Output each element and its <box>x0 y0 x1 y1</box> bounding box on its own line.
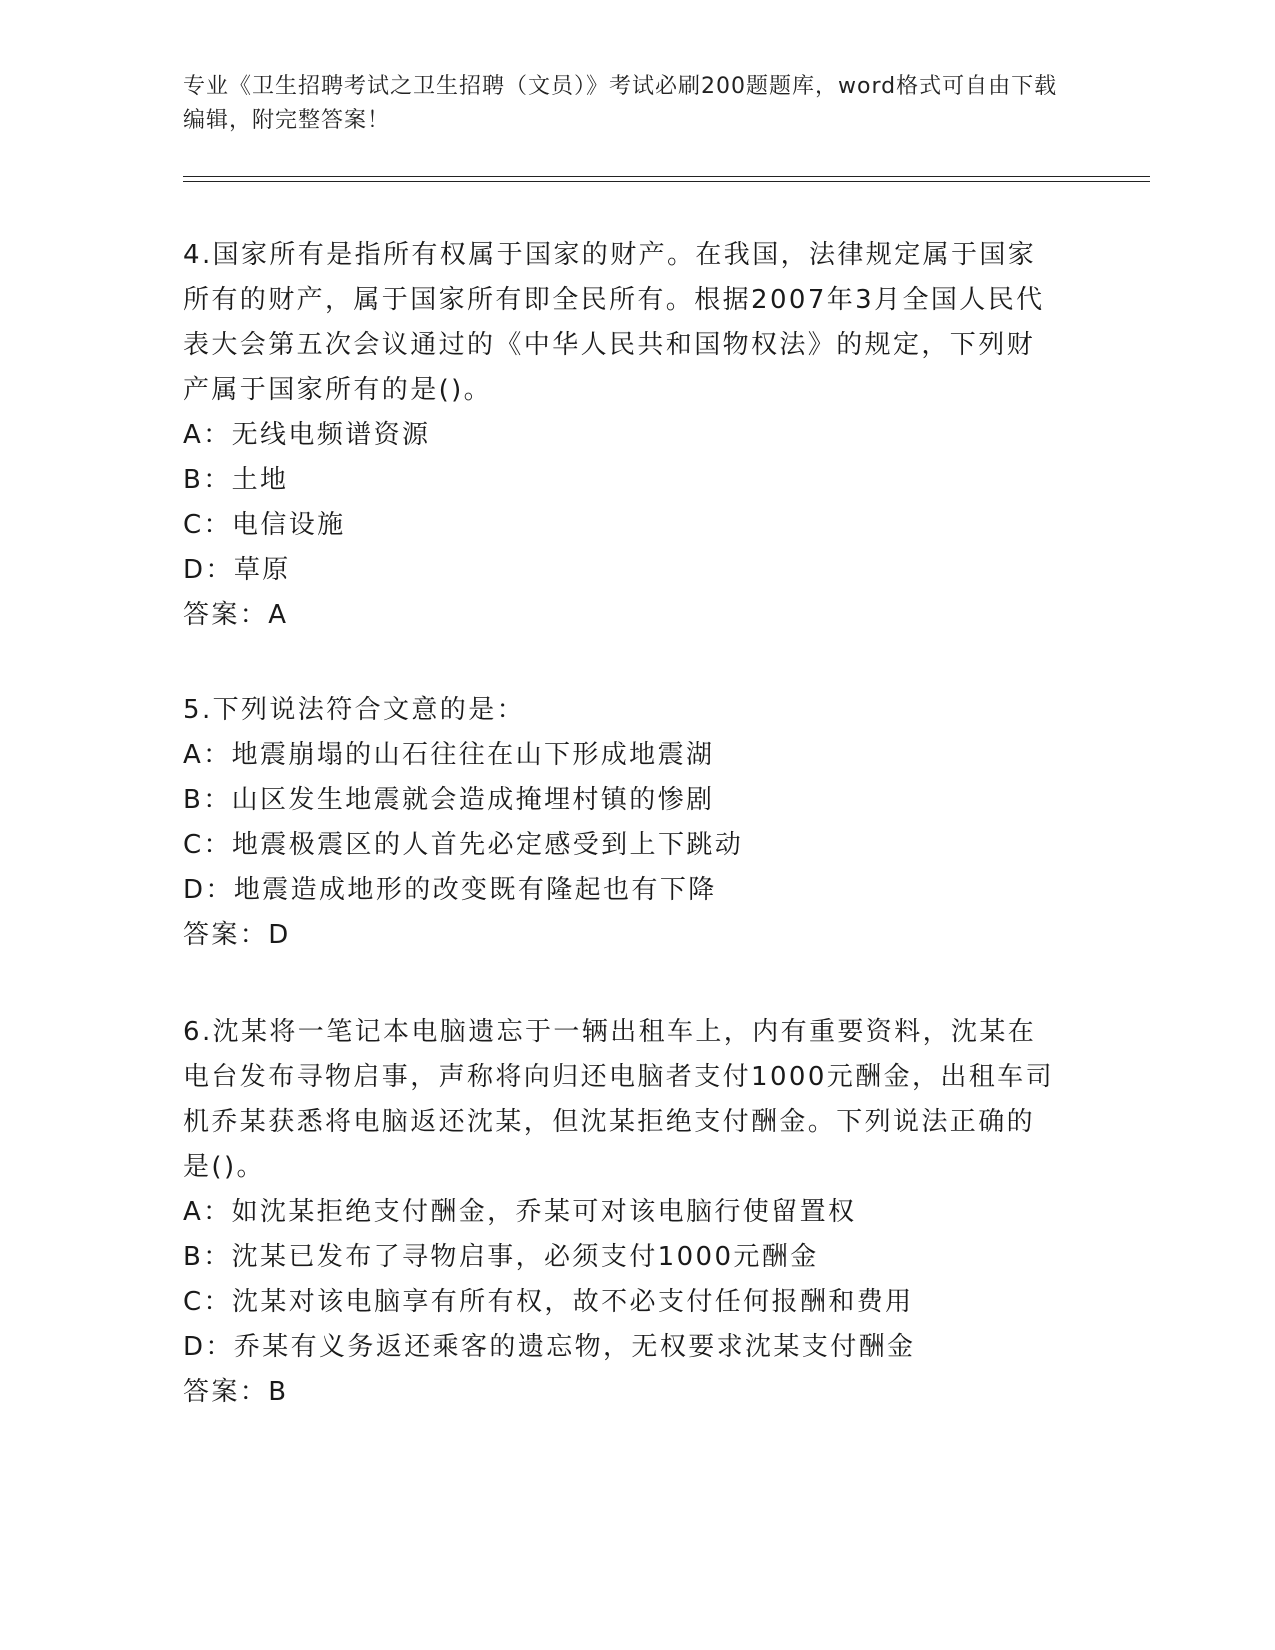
option-a: A：如沈某拒绝支付酬金，乔某可对该电脑行使留置权 <box>183 1197 857 1227</box>
question-block <box>183 1010 1063 1415</box>
option-c: C：沈某对该电脑享有所有权，故不必支付任何报酬和费用 <box>183 1287 914 1317</box>
question-block <box>183 688 1063 958</box>
header-divider-top <box>183 176 1150 177</box>
option-a: A：地震崩塌的山石往往在山下形成地震湖 <box>183 740 715 770</box>
document-header: 专业《卫生招聘考试之卫生招聘（文员）》考试必刷200题题库，word格式可自由下载编辑，附完整答案！ <box>183 74 1058 133</box>
option-c: C：地震极震区的人首先必定感受到上下跳动 <box>183 830 744 860</box>
option-d: D：地震造成地形的改变既有隆起也有下降 <box>183 875 717 905</box>
answer-line: 答案：A <box>183 600 289 630</box>
option-d: D：乔某有义务返还乘客的遗忘物，无权要求沈某支付酬金 <box>183 1332 916 1362</box>
option-b: B：山区发生地震就会造成掩埋村镇的惨剧 <box>183 785 715 815</box>
answer-line: 答案：D <box>183 920 291 950</box>
answer-line: 答案：B <box>183 1377 289 1407</box>
option-c: C：电信设施 <box>183 510 346 540</box>
option-a: A：无线电频谱资源 <box>183 420 431 450</box>
question-stem: 6.沈某将一笔记本电脑遗忘于一辆出租车上，内有重要资料，沈某在电台发布寻物启事，声称将向归还电脑者支付1000元酬金，出租车司机乔某获悉将电脑返还沈某，但沈某拒绝支付酬金。下列说法正确的是()。 <box>183 1017 1054 1182</box>
header-divider-bottom <box>183 181 1150 182</box>
question-block <box>183 233 1063 638</box>
question-stem: 4.国家所有是指所有权属于国家的财产。在我国，法律规定属于国家所有的财产，属于国家所有即全民所有。根据2007年3月全国人民代表大会第五次会议通过的《中华人民共和国物权法》的规定，下列财产属于国家所有的是()。 <box>183 240 1045 405</box>
question-stem: 5.下列说法符合文意的是： <box>183 695 526 725</box>
option-b: B：土地 <box>183 465 289 495</box>
option-b: B：沈某已发布了寻物启事，必须支付1000元酬金 <box>183 1242 819 1272</box>
option-d: D：草原 <box>183 555 291 585</box>
